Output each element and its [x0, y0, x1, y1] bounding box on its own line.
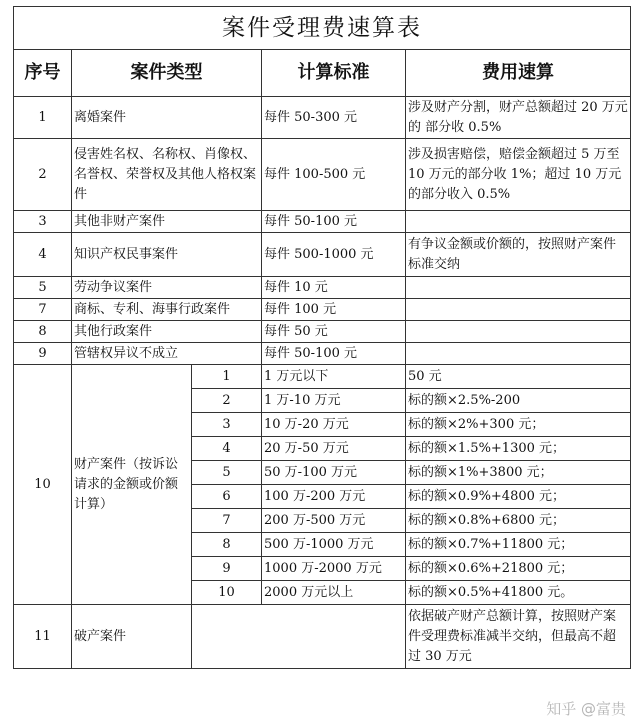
- row-type: 商标、专利、海事行政案件: [72, 299, 262, 321]
- tier-no: 5: [192, 461, 262, 485]
- table-row: [14, 299, 631, 321]
- tier-no: 1: [192, 365, 262, 389]
- row-standard: [192, 605, 406, 669]
- row-calc: 有争议金额或价额的，按照财产案件标准交纳: [406, 233, 631, 277]
- table-row: [14, 343, 631, 365]
- tier-no: 7: [192, 509, 262, 533]
- tier-no: 8: [192, 533, 262, 557]
- row-calc: 依据破产财产总额计算，按照财产案件受理费标准减半交纳，但最高不超过 30 万元: [406, 605, 631, 669]
- tier-range: 20 万-50 万元: [262, 437, 406, 461]
- row-standard: 每件 50 元: [262, 321, 406, 343]
- row-standard: 每件 50-300 元: [262, 97, 406, 139]
- tier-calc: 标的额×1.5%+1300 元；: [406, 437, 631, 461]
- row-type: 其他非财产案件: [72, 211, 262, 233]
- tier-no: 3: [192, 413, 262, 437]
- row-standard: 每件 10 元: [262, 277, 406, 299]
- header-standard: 计算标准: [262, 50, 406, 97]
- table-row: [14, 321, 631, 343]
- tier-range: 200 万-500 万元: [262, 509, 406, 533]
- tier-calc: 标的额×0.8%+6800 元；: [406, 509, 631, 533]
- tier-no: 6: [192, 485, 262, 509]
- row-type: 管辖权异议不成立: [72, 343, 262, 365]
- tier-range: 50 万-100 万元: [262, 461, 406, 485]
- row-no: 9: [14, 343, 72, 365]
- tier-no: 2: [192, 389, 262, 413]
- row-calc: [406, 321, 631, 343]
- header-calc: 费用速算: [406, 50, 631, 97]
- table-row: [14, 97, 631, 139]
- tier-calc: 50 元: [406, 365, 631, 389]
- table-row: [14, 233, 631, 277]
- tier-range: 500 万-1000 万元: [262, 533, 406, 557]
- table-row: [14, 139, 631, 211]
- row-no: 8: [14, 321, 72, 343]
- tier-range: 2000 万元以上: [262, 581, 406, 605]
- tier-calc: 标的额×0.9%+4800 元；: [406, 485, 631, 509]
- tier-calc: 标的额×0.6%+21800 元；: [406, 557, 631, 581]
- tier-range: 100 万-200 万元: [262, 485, 406, 509]
- row-no: 3: [14, 211, 72, 233]
- tier-calc: 标的额×2%+300 元；: [406, 413, 631, 437]
- property-no: 10: [14, 365, 72, 605]
- table-title: 案件受理费速算表: [14, 7, 631, 50]
- row-standard: 每件 50-100 元: [262, 211, 406, 233]
- row-calc: [406, 299, 631, 321]
- row-no: 2: [14, 139, 72, 211]
- tier-range: 1 万元以下: [262, 365, 406, 389]
- table-row: [14, 605, 631, 669]
- row-calc: [406, 211, 631, 233]
- row-type: 其他行政案件: [72, 321, 262, 343]
- row-calc: 涉及损害赔偿，赔偿金额超过 5 万至 10 万元的部分收 1%；超过 10 万元的部分收入 0.5%: [406, 139, 631, 211]
- tier-no: 9: [192, 557, 262, 581]
- table-row: [14, 211, 631, 233]
- tier-range: 10 万-20 万元: [262, 413, 406, 437]
- row-standard: 每件 50-100 元: [262, 343, 406, 365]
- row-standard: 每件 100-500 元: [262, 139, 406, 211]
- row-type: 知识产权民事案件: [72, 233, 262, 277]
- fee-table: [13, 6, 631, 669]
- title-row: [14, 7, 631, 50]
- tier-range: 1 万-10 万元: [262, 389, 406, 413]
- tier-calc: 标的额×1%+3800 元；: [406, 461, 631, 485]
- row-no: 11: [14, 605, 72, 669]
- row-standard: 每件 500-1000 元: [262, 233, 406, 277]
- header-row: [14, 50, 631, 97]
- tier-calc: 标的额×0.5%+41800 元。: [406, 581, 631, 605]
- header-type: 案件类型: [72, 50, 262, 97]
- row-standard: 每件 100 元: [262, 299, 406, 321]
- header-no: 序号: [14, 50, 72, 97]
- row-calc: [406, 277, 631, 299]
- tier-range: 1000 万-2000 万元: [262, 557, 406, 581]
- row-type: 破产案件: [72, 605, 192, 669]
- property-type: 财产案件（按诉讼请求的金额或价额计算）: [72, 365, 192, 605]
- row-calc: 涉及财产分割，财产总额超过 20 万元的 部分收 0.5%: [406, 97, 631, 139]
- watermark: 知乎 @富贵: [546, 700, 626, 718]
- row-no: 7: [14, 299, 72, 321]
- row-no: 1: [14, 97, 72, 139]
- row-type: 劳动争议案件: [72, 277, 262, 299]
- tier-calc: 标的额×0.7%+11800 元；: [406, 533, 631, 557]
- tier-calc: 标的额×2.5%-200: [406, 389, 631, 413]
- row-calc: [406, 343, 631, 365]
- row-type: 离婚案件: [72, 97, 262, 139]
- table-row: [14, 277, 631, 299]
- property-tier-row: [14, 365, 631, 389]
- row-no: 5: [14, 277, 72, 299]
- tier-no: 10: [192, 581, 262, 605]
- row-no: 4: [14, 233, 72, 277]
- row-type: 侵害姓名权、名称权、肖像权、名誉权、荣誉权及其他人格权案件: [72, 139, 262, 211]
- tier-no: 4: [192, 437, 262, 461]
